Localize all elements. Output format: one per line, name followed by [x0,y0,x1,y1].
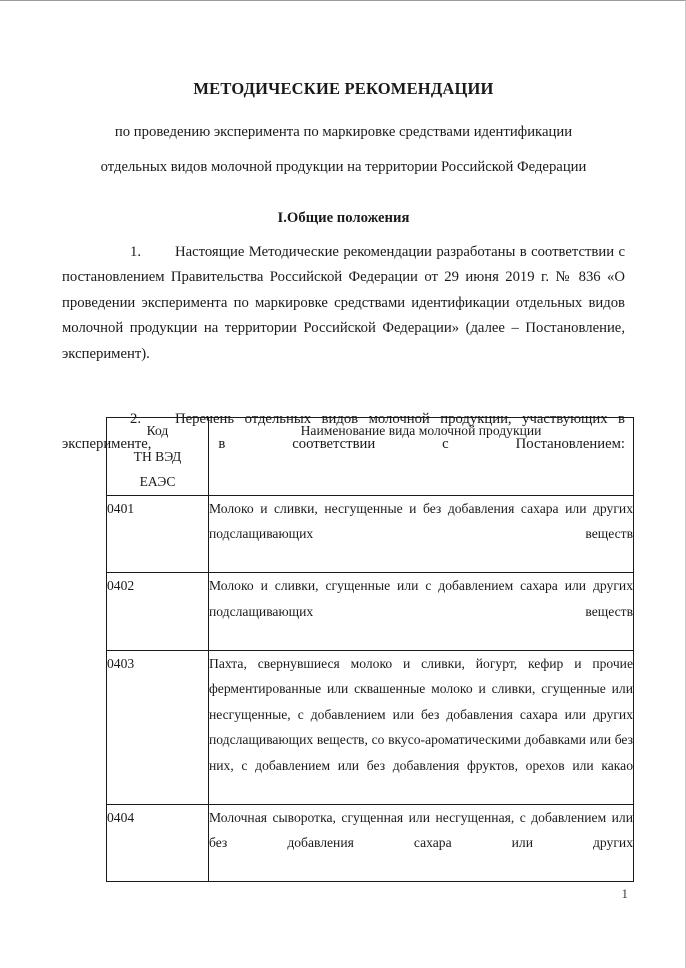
page-number: 1 [621,886,628,901]
cell-product-name: Молоко и сливки, несгущенные и без добавления сахара или других подслащивающих веществ [209,495,634,573]
cell-product-name: Пахта, свернувшиеся молоко и сливки, йогурт, кефир и прочие ферментированные или сквашенные молоко и сливки, сгущенные или несгущенные, с добавлением или без добавления сахара или других подслащивающих веществ, со вкусо-ароматическими добавками или без них, с добавлением или без добавления фруктов, орехов или какао [209,650,634,804]
table-row [107,573,634,651]
paragraph-2-number: 2. [130,410,142,427]
cell-code: 0404 [107,804,209,882]
table-row [107,804,634,882]
table-header-row [107,418,634,496]
document-subtitle-line-1: по проведению эксперимента по маркировке средствами идентификации [114,123,573,140]
column-header-product-name: Наименование вида молочной продукции [209,418,634,496]
cell-code: 0403 [107,650,209,804]
column-header-code [107,418,209,496]
paragraph-1 [62,240,625,393]
table-row [107,650,634,804]
document-content [62,1,625,483]
column-header-code-line-1: Код [146,423,169,438]
document-subtitle-line-2: отдельных видов молочной продукции на территории Российской Федерации [100,159,587,176]
table-row [107,495,634,573]
paragraph-1-number: 1. [130,243,142,260]
cell-code: 0402 [107,573,209,651]
column-header-code-line-3: ЕАЭС [139,474,176,489]
paragraph-2-text: Перечень отдельных видов молочной продукции, участвующих в эксперименте, в соответствии с Постановлением: [62,410,625,453]
cell-code: 0401 [107,495,209,573]
column-header-code-line-2: ТН ВЭД [133,448,182,464]
cell-product-name: Молоко и сливки, сгущенные или с добавлением сахара или других подслащивающих веществ [209,573,634,651]
section-heading-general-provisions: I.Общие положения [277,210,410,227]
paragraph-1-text: Настоящие Методические рекомендации разработаны в соответствии с постановлением Правительства Российской Федерации от 29 июня 2019 г. № 836 «О проведении эксперимента по маркировке средствами идентификации отдельных видов молочной продукции на территории Российской Федерации» (далее – Постановление, эксперимент). [62,243,625,362]
milk-products-table-container [106,417,633,882]
milk-products-table [106,417,634,882]
cell-product-name: Молочная сыворотка, сгущенная или несгущенная, с добавлением или без добавления сахара или других [209,804,634,882]
page-title: МЕТОДИЧЕСКИЕ РЕКОМЕНДАЦИИ [193,79,494,98]
